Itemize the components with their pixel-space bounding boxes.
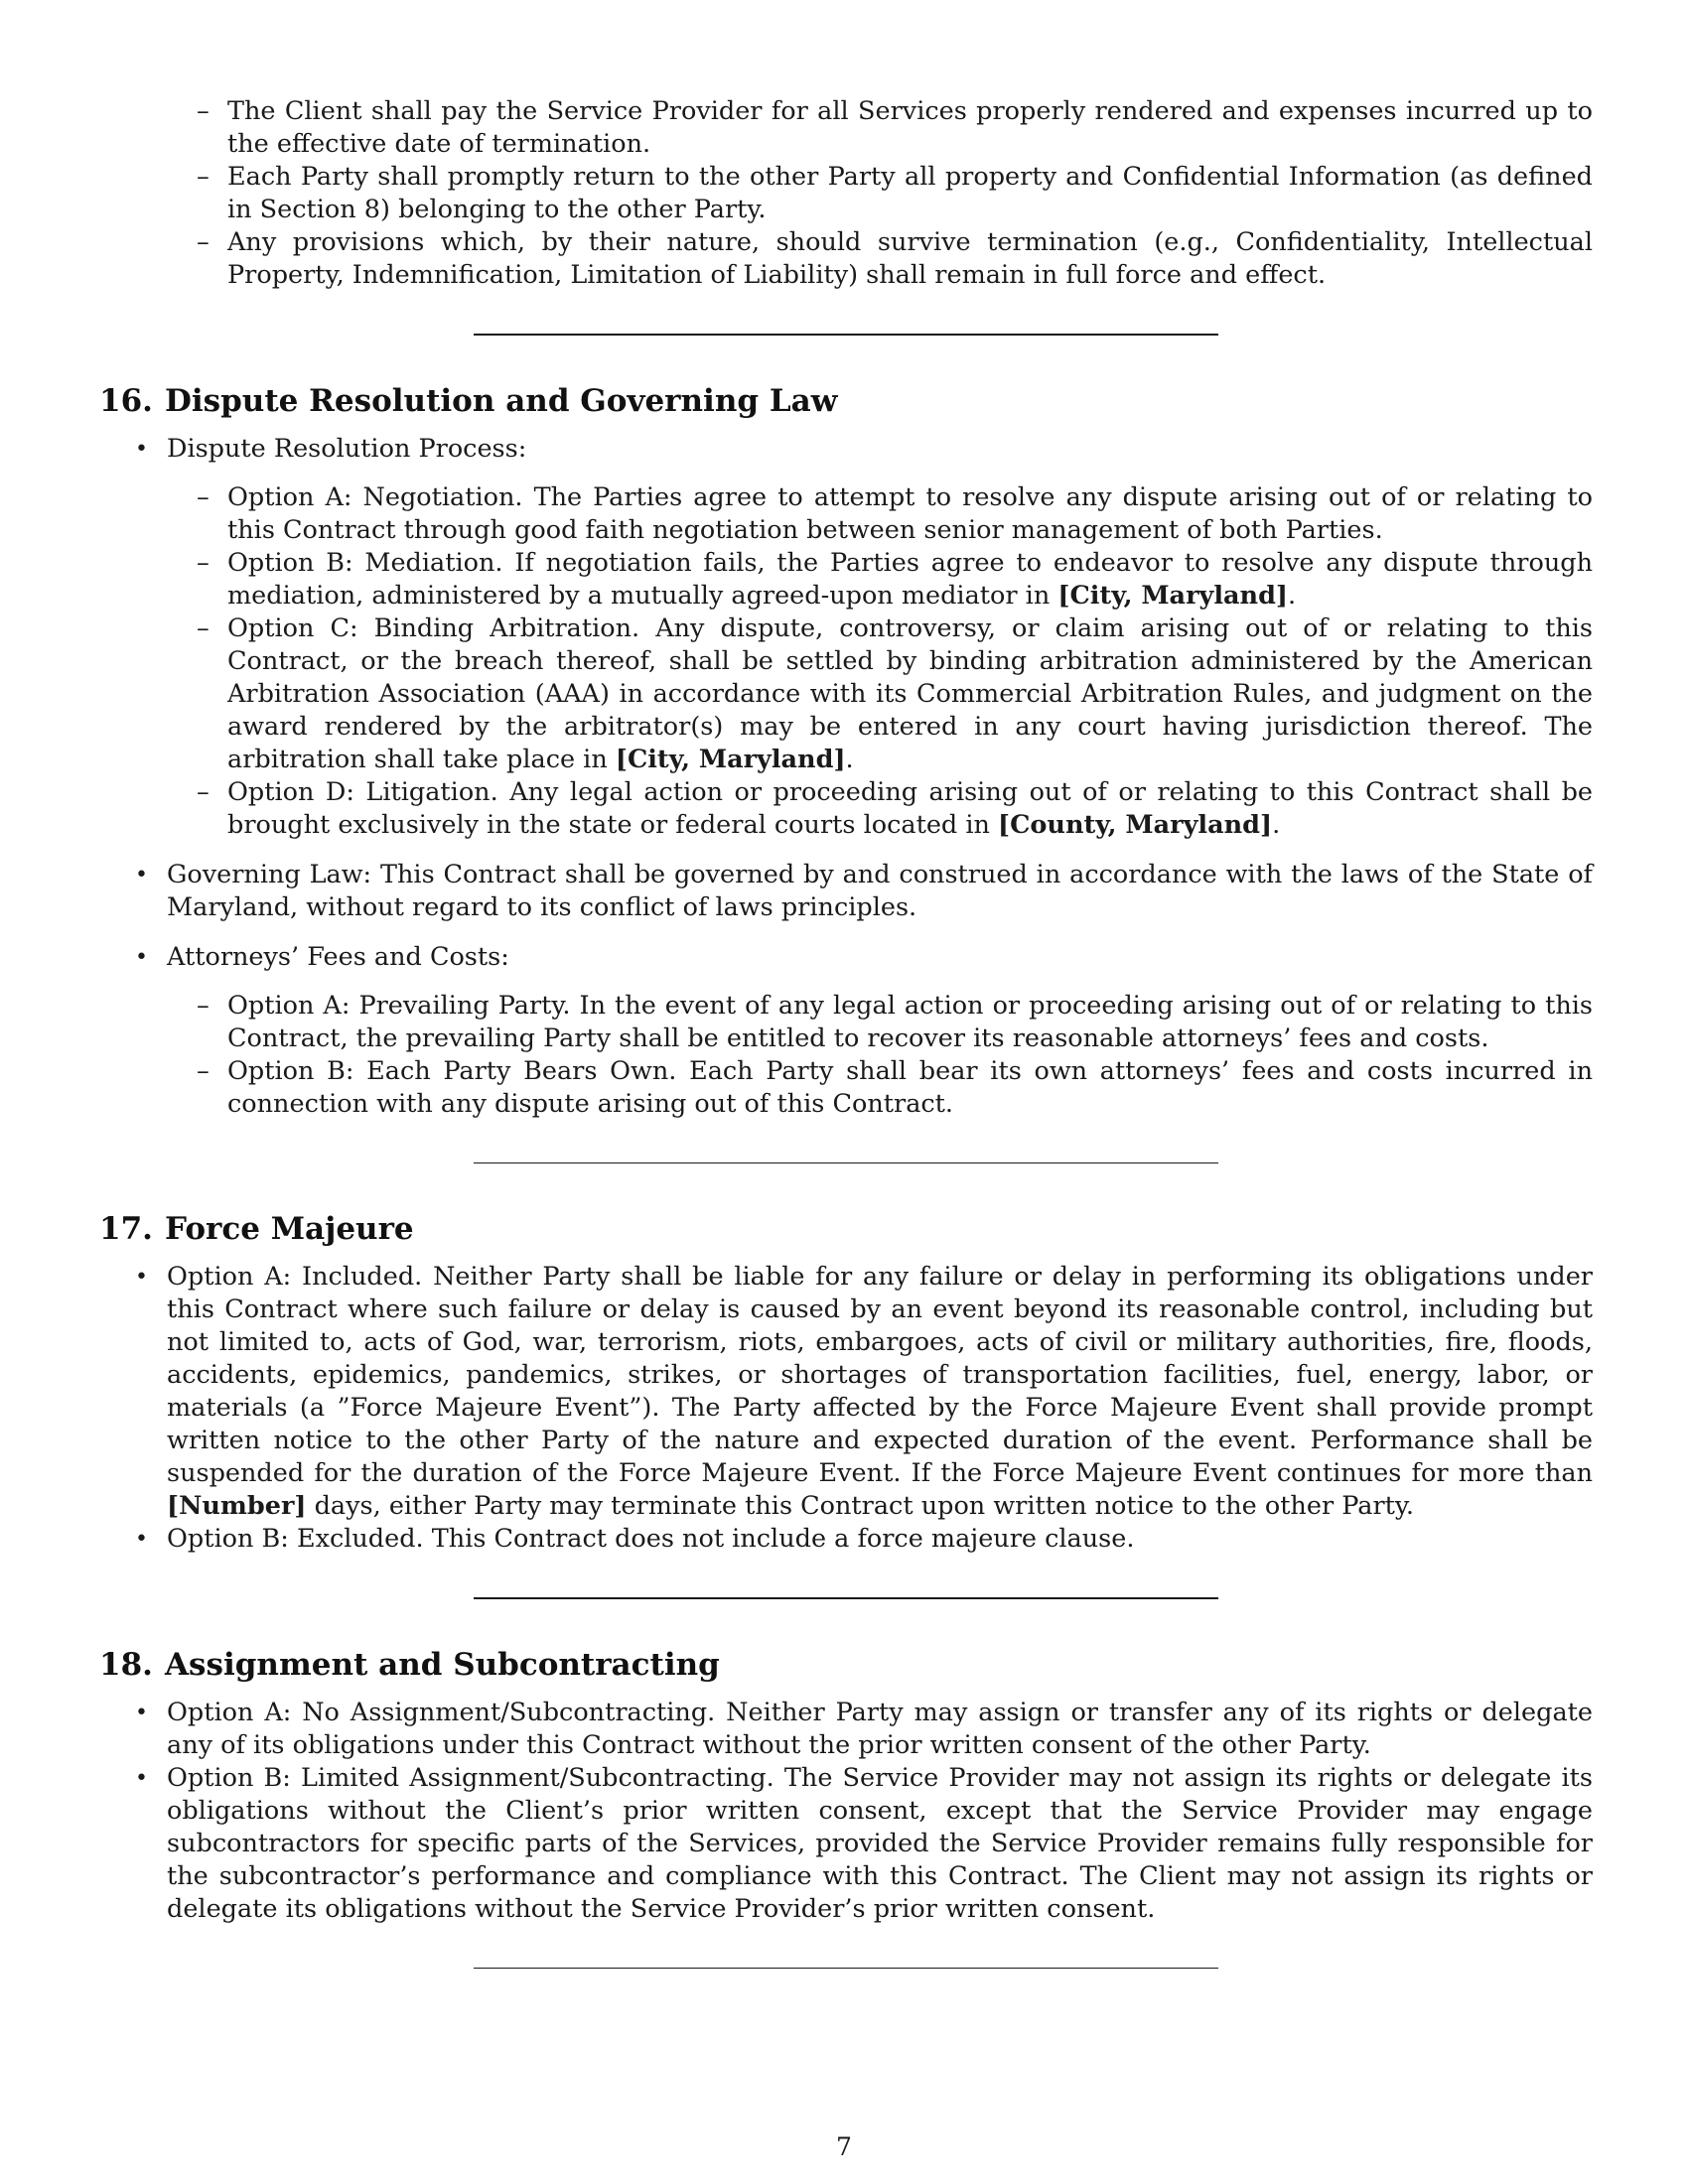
dash-marker: –: [197, 482, 210, 512]
dispute-options-list: [167, 481, 1593, 842]
list-item: • Attorneys’ Fees and Costs: – Option A: Prevailing Party. In the event of any legal action or proceeding arising out of or relating to this Contract, the prevailing Party shall be entitled to recover its reasonable attorneys’ fees and costs. – Option B: Each Party Bears Own. Each Party shall bear its own attorneys’ fees and costs incurred in connection with any dispute arising out of this Contract.: [135, 942, 1593, 1119]
section-17-heading: 17. Force Majeure: [99, 1211, 414, 1247]
section-divider: [474, 1597, 1218, 1599]
fees-options-list: [167, 990, 1593, 1121]
list-item: – Option A: Prevailing Party. In the event of any legal action or proceeding arising out of or relating to this Contract, the prevailing Party shall be entitled to recover its reasonable attorneys’ fees and costs.: [197, 991, 1593, 1053]
section-18-list: [99, 1697, 1593, 1926]
bullet-marker: •: [135, 945, 148, 970]
list-item: – Option B: Each Party Bears Own. Each Party shall bear its own attorneys’ fees and costs incurred in connection with any dispute arising out of this Contract.: [197, 1056, 1593, 1119]
dash-marker: –: [197, 777, 210, 807]
bullet-marker: •: [135, 863, 148, 887]
list-item: – Any provisions which, by their nature, should survive termination (e.g., Confidentiality, Intellectual Property, Indemnification, Limitation of Liability) shall remain in full force and effect.: [197, 227, 1593, 290]
list-item: • Option B: Limited Assignment/Subcontracting. The Service Provider may not assign its rights or delegate its obligations without the Client’s prior written consent, except that the Service Provider may engage subcontractors for specific parts of the Services, provided the Service Provider remains fully responsible for the subcontractor’s performance and compliance with this Contract. The Client may not assign its rights or delegate its obligations without the Service Provider’s prior written consent.: [135, 1763, 1593, 1924]
section-16-list: [99, 433, 1593, 1121]
page-number: 7: [836, 2132, 852, 2161]
bullet-marker: •: [135, 437, 148, 462]
dash-marker: –: [197, 614, 210, 643]
dash-marker: –: [197, 548, 210, 578]
dash-marker: –: [197, 991, 210, 1021]
list-item: • Governing Law: This Contract shall be governed by and construed in accordance with the laws of the State of Maryland, without regard to its conflict of laws principles.: [135, 860, 1593, 922]
list-item: • Option B: Excluded. This Contract does not include a force majeure clause.: [135, 1524, 1135, 1554]
dash-marker: –: [197, 96, 210, 126]
dash-marker: –: [197, 1056, 210, 1086]
placeholder-field: [City, Maryland]: [615, 745, 846, 774]
page-content: [99, 95, 1593, 1969]
list-item: • Option A: No Assignment/Subcontracting. Neither Party may assign or transfer any of its rights or delegate any of its obligations under this Contract without the prior written consent of the other Party.: [135, 1698, 1593, 1760]
termination-effects-list: [99, 95, 1593, 292]
dash-marker: –: [197, 162, 210, 192]
section-17-list: [99, 1261, 1593, 1556]
bullet-marker: •: [135, 1265, 148, 1290]
placeholder-field: [City, Maryland]: [1057, 581, 1288, 611]
bullet-marker: •: [135, 1701, 148, 1725]
section-18-heading: 18. Assignment and Subcontracting: [99, 1647, 720, 1683]
list-item: – The Client shall pay the Service Provider for all Services properly rendered and expenses incurred up to the effective date of termination.: [197, 96, 1593, 159]
bullet-marker: •: [135, 1766, 148, 1791]
list-item: – Option C: Binding Arbitration. Any dispute, controversy, or claim arising out of or relating to this Contract, or the breach thereof, shall be settled by binding arbitration administered by the American Arbitration Association (AAA) in accordance with its Commercial Arbitration Rules, and judgment on the award rendered by the arbitrator(s) may be entered in any court having jurisdiction thereof. The arbitration shall take place in [City, Maryland].: [197, 614, 1593, 774]
placeholder-field: [Number]: [167, 1491, 307, 1521]
dash-marker: –: [197, 227, 210, 257]
list-item: – Option B: Mediation. If negotiation fails, the Parties agree to endeavor to resolve any dispute through mediation, administered by a mutually agreed-upon mediator in [City, Maryland].: [197, 548, 1593, 611]
placeholder-field: [County, Maryland]: [998, 810, 1273, 840]
section-16-heading: 16. Dispute Resolution and Governing Law: [99, 383, 838, 419]
list-item: – Option A: Negotiation. The Parties agree to attempt to resolve any dispute arising out of or relating to this Contract through good faith negotiation between senior management of both Parties.: [197, 482, 1593, 545]
bullet-marker: •: [135, 1527, 148, 1552]
section-divider: [474, 334, 1218, 336]
list-item: – Each Party shall promptly return to the other Party all property and Confidential Information (as defined in Section 8) belonging to the other Party.: [197, 162, 1593, 224]
list-item: – Option D: Litigation. Any legal action or proceeding arising out of or relating to this Contract shall be brought exclusively in the state or federal courts located in [County, Maryland].: [197, 777, 1593, 840]
section-divider: [474, 1162, 1218, 1163]
list-item: • Dispute Resolution Process: – Option A: Negotiation. The Parties agree to attempt to resolve any dispute arising out of or relating to this Contract through good faith negotiation between senior management of both Parties. – Option B: Mediation. If negotiation fails, the Parties agree to endeavor to resolve any dispute through mediation, administered by a mutually agreed-upon mediator in [City, Maryland]. – Option C: Binding Arbitration. Any dispute, controversy, or claim arising out of or relating to this Contract, or the breach thereof, shall be settled by binding arbitration administered by the American Arbitration Association (AAA) in accordance with its Commercial Arbitration Rules, and judgment on the award rendered by the arbitrator(s) may be entered in any court having jurisdiction thereof. The arbitration shall take place in [City, Maryland]. – Option D: Litigation. Any legal action or proceeding arising out of or relating to this Contract shall be brought exclusively in the state or federal courts located in [County, Maryland].: [135, 434, 1593, 840]
list-item: • Option A: Included. Neither Party shall be liable for any failure or delay in performing its obligations under this Contract where such failure or delay is caused by an event beyond its reasonable control, including but not limited to, acts of God, war, terrorism, riots, embargoes, acts of civil or military authorities, fire, floods, accidents, epidemics, pandemics, strikes, or shortages of transportation facilities, fuel, energy, labor, or materials (a ”Force Majeure Event”). The Party affected by the Force Majeure Event shall provide prompt written notice to the other Party of the nature and expected duration of the event. Performance shall be suspended for the duration of the Force Majeure Event. If the Force Majeure Event continues for more than [Number] days, either Party may terminate this Contract upon written notice to the other Party.: [135, 1262, 1593, 1521]
section-divider: [474, 1968, 1218, 1969]
